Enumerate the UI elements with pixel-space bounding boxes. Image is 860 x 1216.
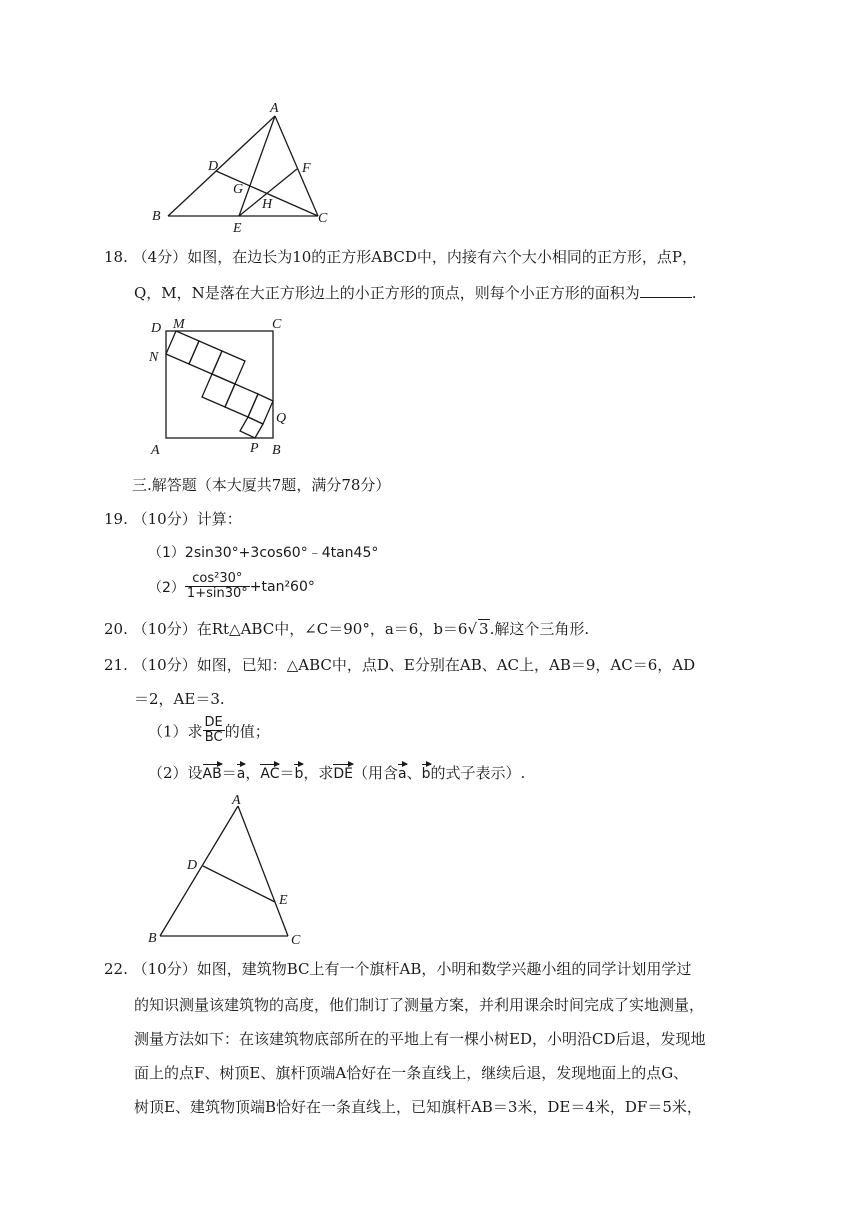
q22-text-3: 测量方法如下：在该建筑物底部所在的平地上有一棵小树ED，小明沿CD后退，发现地 — [134, 1030, 706, 1048]
q21-eq-2: ＝ — [279, 764, 295, 782]
q20-score: （10分） — [132, 620, 197, 638]
q20-number: 20. — [104, 620, 128, 638]
q18-answer-blank — [640, 283, 692, 298]
vector-de: DE — [333, 762, 353, 782]
q21-part1-tail: 的值； — [224, 722, 270, 741]
figure-18-squares — [140, 312, 300, 462]
fig21-label-b: B — [148, 931, 157, 946]
q21-part2-label: （2）设 — [148, 764, 203, 782]
q22-number: 22. — [104, 960, 128, 978]
q19-intro: 计算： — [196, 510, 242, 528]
q21-part1 — [148, 716, 270, 746]
fig21-label-e: E — [279, 893, 288, 908]
vector-a: a — [237, 762, 246, 782]
q19-part2-tail: +tan²60° — [249, 578, 315, 595]
q19-part2 — [148, 572, 315, 602]
q22-text-5: 树顶E、建筑物顶端B恰好在一条直线上，已知旗杆AB＝3米，DE＝4米，DF＝5米， — [134, 1098, 702, 1116]
fig17-label-a: A — [270, 101, 279, 116]
q21-fraction — [203, 716, 225, 746]
q18-number: 18. — [104, 248, 128, 266]
fig17-label-f: F — [302, 161, 311, 176]
vector-ab: AB — [203, 762, 222, 782]
q19-fraction — [185, 572, 250, 602]
fig21-label-c: C — [291, 933, 301, 948]
q22-text-2: 的知识测量该建筑物的高度，他们制订了测量方案，并利用课余时间完成了实地测量， — [134, 996, 705, 1014]
fig17-label-h: H — [262, 197, 273, 212]
q18-line2 — [134, 282, 697, 303]
q19-fraction-den: 1+sin30° — [186, 586, 248, 602]
section-3-title: 三.解答题（本大厦共7题，满分78分） — [132, 476, 391, 494]
fig18-label-q: Q — [276, 411, 287, 426]
fig18-label-p: P — [250, 441, 259, 456]
q18-text-end: . — [691, 284, 697, 302]
q19-header — [104, 508, 242, 529]
q22-score: （10分） — [132, 960, 197, 978]
q22-text-4: 面上的点F、树顶E、旗杆顶端A恰好在一条直线上，继续后退，发现地面上的点G、 — [134, 1064, 689, 1082]
fig17-label-b: B — [152, 209, 161, 224]
q21-paren-open: （用含 — [353, 764, 399, 782]
q20-text: 在Rt△ABC中，∠C＝90°，a＝6，b＝6 — [196, 620, 468, 638]
fig18-label-b: B — [272, 443, 281, 458]
q21-sep-1: ， — [245, 764, 261, 782]
q20-sqrt: 3 — [479, 620, 489, 638]
fig21-label-a: A — [232, 793, 241, 808]
q21-text-1: 如图，已知：△ABC中，点D、E分别在AB、AC上，AB＝9，AC＝6，AD — [196, 656, 696, 674]
fig18-label-a: A — [151, 443, 160, 458]
vector-a-ref: a — [398, 762, 407, 782]
vector-ac: AC — [260, 762, 279, 782]
q21-score: （10分） — [132, 656, 197, 674]
figure-21-triangle — [140, 792, 310, 948]
figure-17-triangle — [140, 100, 340, 232]
fig18-label-n: N — [149, 350, 159, 365]
q21-ask: ，求 — [303, 764, 334, 782]
fig18-label-m: M — [173, 317, 185, 332]
q18-text-2: Q，M，N是落在大正方形边上的小正方形的顶点，则每个小正方形的面积为 — [134, 284, 640, 302]
fig18-label-d: D — [151, 321, 162, 336]
fig17-label-d: D — [208, 159, 219, 174]
q20-line: 20. （10分）在Rt△ABC中，∠C＝90°，a＝6，b＝6√ 3.解这个三角形. — [104, 620, 590, 638]
q21-paren-close: 的式子表示）. — [430, 764, 526, 782]
q19-part1: （1）2sin30°+3cos60°﹣4tan45° — [148, 545, 379, 561]
vector-b: b — [294, 762, 303, 782]
fig21-label-d: D — [187, 858, 198, 873]
q21-dun: 、 — [406, 764, 422, 782]
fig17-label-g: G — [233, 182, 244, 197]
fig17-label-e: E — [233, 221, 242, 232]
q21-line2: ＝2，AE＝3. — [134, 690, 225, 708]
q18-score: （4分） — [132, 248, 188, 266]
q21-eq-1: ＝ — [221, 764, 237, 782]
q21-line1 — [104, 654, 695, 675]
q19-score: （10分） — [132, 510, 197, 528]
q21-part1-label: （1）求 — [148, 722, 203, 741]
q22-line1 — [104, 958, 691, 979]
q21-number: 21. — [104, 656, 128, 674]
fig18-label-c: C — [272, 317, 282, 332]
q21-fraction-num: DE — [204, 715, 223, 730]
q18-text-1: 如图，在边长为10的正方形ABCD中，内接有六个大小相同的正方形，点P， — [187, 248, 698, 266]
vector-b-ref: b — [422, 762, 431, 782]
q18-line1 — [104, 246, 697, 267]
q21-part2 — [148, 762, 525, 783]
q22-text-1: 如图，建筑物BC上有一个旗杆AB，小明和数学兴趣小组的同学计划用学过 — [196, 960, 692, 978]
q21-fraction-den: BC — [204, 730, 223, 746]
q20-tail: .解这个三角形. — [489, 620, 590, 638]
q19-part2-label: （2） — [148, 579, 185, 596]
q19-fraction-num: cos²30° — [185, 572, 250, 587]
q19-number: 19. — [104, 510, 128, 528]
fig17-label-c: C — [318, 211, 328, 226]
